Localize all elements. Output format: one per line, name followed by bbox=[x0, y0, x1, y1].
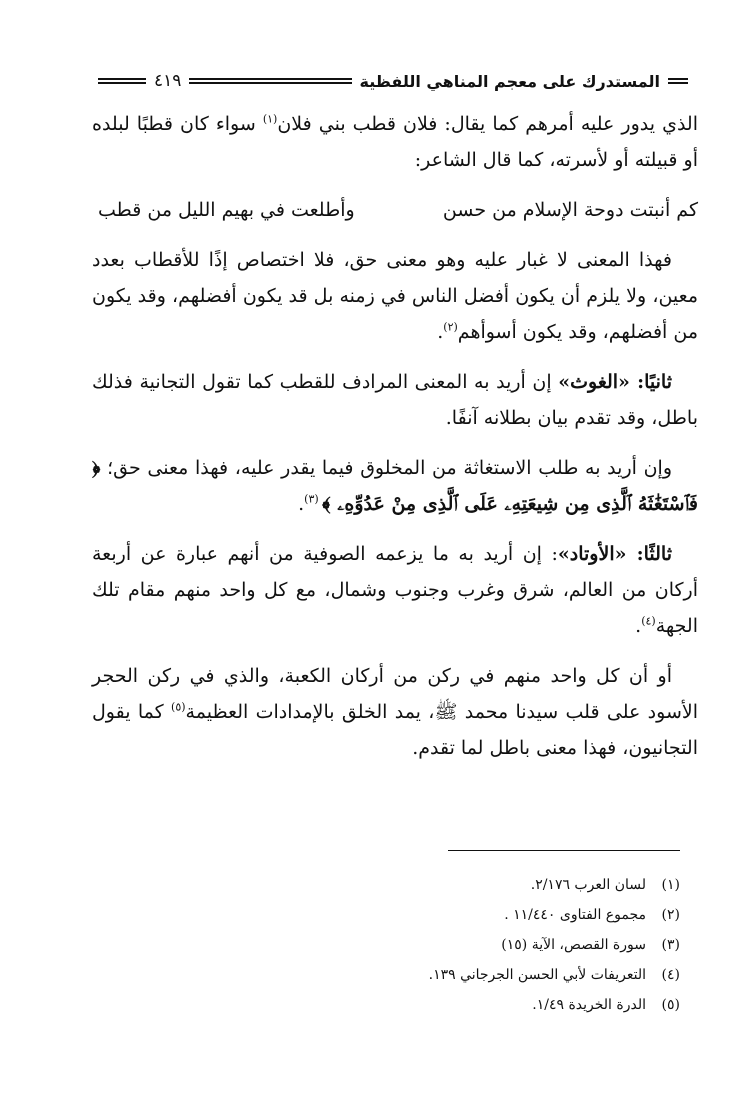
footnote-ref-5[interactable]: (٥) bbox=[171, 700, 186, 714]
footnote-item bbox=[300, 870, 680, 900]
paragraph-4-text-b: . bbox=[298, 493, 305, 515]
paragraph-1-text-a: الذي يدور عليه أمرهم كما يقال: فلان قطب بني فلان bbox=[277, 113, 698, 135]
paragraph-2 bbox=[92, 242, 698, 350]
footnote-separator bbox=[448, 850, 680, 851]
footnote-item bbox=[300, 960, 680, 990]
footnote-text: لسان العرب ٢/١٧٦. bbox=[530, 877, 646, 893]
paragraph-1 bbox=[92, 106, 698, 178]
footnote-ref-3[interactable]: (٣) bbox=[304, 492, 323, 506]
quran-verse: ﴿ فَٱسْتَغَٰثَهُ ٱلَّذِى مِن شِيعَتِهِۦ عَلَى ٱلَّذِى مِنْ عَدُوِّهِۦ ﴾ bbox=[92, 457, 698, 515]
footnote-text: سورة القصص، الآية (١٥) bbox=[501, 937, 646, 953]
paragraph-5-lead: ثالثًا: «الأوتاد» bbox=[557, 543, 672, 565]
paragraph-5-text-b: . bbox=[635, 615, 642, 637]
paragraph-2-text-b: . bbox=[437, 321, 444, 343]
paragraph-6-text-b: كما يقول التجانيون، فهذا معنى باطل لما تقدم. bbox=[92, 701, 698, 759]
footnote-number: (٣) bbox=[661, 937, 680, 953]
footnote-ref-2[interactable]: (٢) bbox=[443, 320, 458, 334]
footnote-item bbox=[300, 900, 680, 930]
footnote-text: الدرة الخريدة ١/٤٩. bbox=[532, 997, 646, 1013]
footnote-number: (٢) bbox=[661, 907, 680, 923]
page-number: ٤١٩ bbox=[154, 71, 182, 91]
paragraph-6-text-a: أو أن كل واحد منهم في ركن من أركان الكعبة، والذي في ركن الحجر الأسود على قلب سيدنا محمد ﷺ، يمد الخلق بالإمدادات العظيمة bbox=[92, 665, 698, 723]
paragraph-4-text-a: وإن أريد به طلب الاستغاثة من المخلوق فيما يقدر عليه، فهذا معنى حق؛ bbox=[100, 457, 672, 479]
paragraph-5 bbox=[92, 536, 698, 644]
paragraph-3 bbox=[92, 364, 698, 436]
footnote-text: مجموع الفتاوى ١١/٤٤٠ . bbox=[504, 907, 646, 923]
footnote-ref-1[interactable]: (١) bbox=[262, 112, 278, 126]
page-header bbox=[98, 66, 688, 96]
running-title: المستدرك على معجم المناهي اللفظية bbox=[359, 71, 660, 91]
paragraph-3-text: إن أريد به المعنى المرادف للقطب كما تقول التجانية فذلك باطل، وقد تقدم بيان بطلانه آنفًا. bbox=[92, 371, 698, 429]
paragraph-4 bbox=[92, 450, 698, 522]
paragraph-5-text-a: : إن أريد به ما يزعمه الصوفية من أنهم عبارة عن أربعة أركان من العالم، شرق وغرب وجنوب وشمال، مع كل واحد منهم مقام تلك الجهة bbox=[92, 543, 698, 637]
footnote-item bbox=[300, 990, 680, 1020]
verse-first-hemistich: كم أنبتت دوحة الإسلام من حسن bbox=[442, 199, 698, 221]
main-text bbox=[92, 106, 698, 780]
footnote-number: (١) bbox=[661, 877, 680, 893]
footnote-ref-4[interactable]: (٤) bbox=[641, 614, 656, 628]
footnotes bbox=[300, 870, 680, 1020]
paragraph-1-text-b: سواء كان قطبًا لبلده أو قبيلته أو لأسرته، كما قال الشاعر: bbox=[92, 113, 698, 171]
footnote-number: (٥) bbox=[661, 997, 680, 1013]
paragraph-3-lead: ثانيًا: «الغوث» bbox=[558, 371, 672, 393]
header-rule-left bbox=[98, 78, 146, 84]
verse-second-hemistich: وأطلعت في بهيم الليل من قطب bbox=[98, 199, 355, 221]
footnote-item bbox=[300, 930, 680, 960]
header-rule-right bbox=[668, 78, 688, 84]
header-rule-middle bbox=[189, 78, 351, 84]
footnote-text: التعريفات لأبي الحسن الجرجاني ١٣٩. bbox=[428, 967, 646, 983]
paragraph-2-text-a: فهذا المعنى لا غبار عليه وهو معنى حق، فلا اختصاص إذًا للأقطاب بعدد معين، ولا يلزم أن يكون أفضل الناس في زمنه بل قد يكون أفضلهم، وقد يكون من أفضلهم، وقد يكون أسوأهم bbox=[92, 249, 698, 343]
paragraph-6 bbox=[92, 658, 698, 766]
poetry-verse bbox=[92, 192, 698, 228]
footnote-number: (٤) bbox=[661, 967, 680, 983]
